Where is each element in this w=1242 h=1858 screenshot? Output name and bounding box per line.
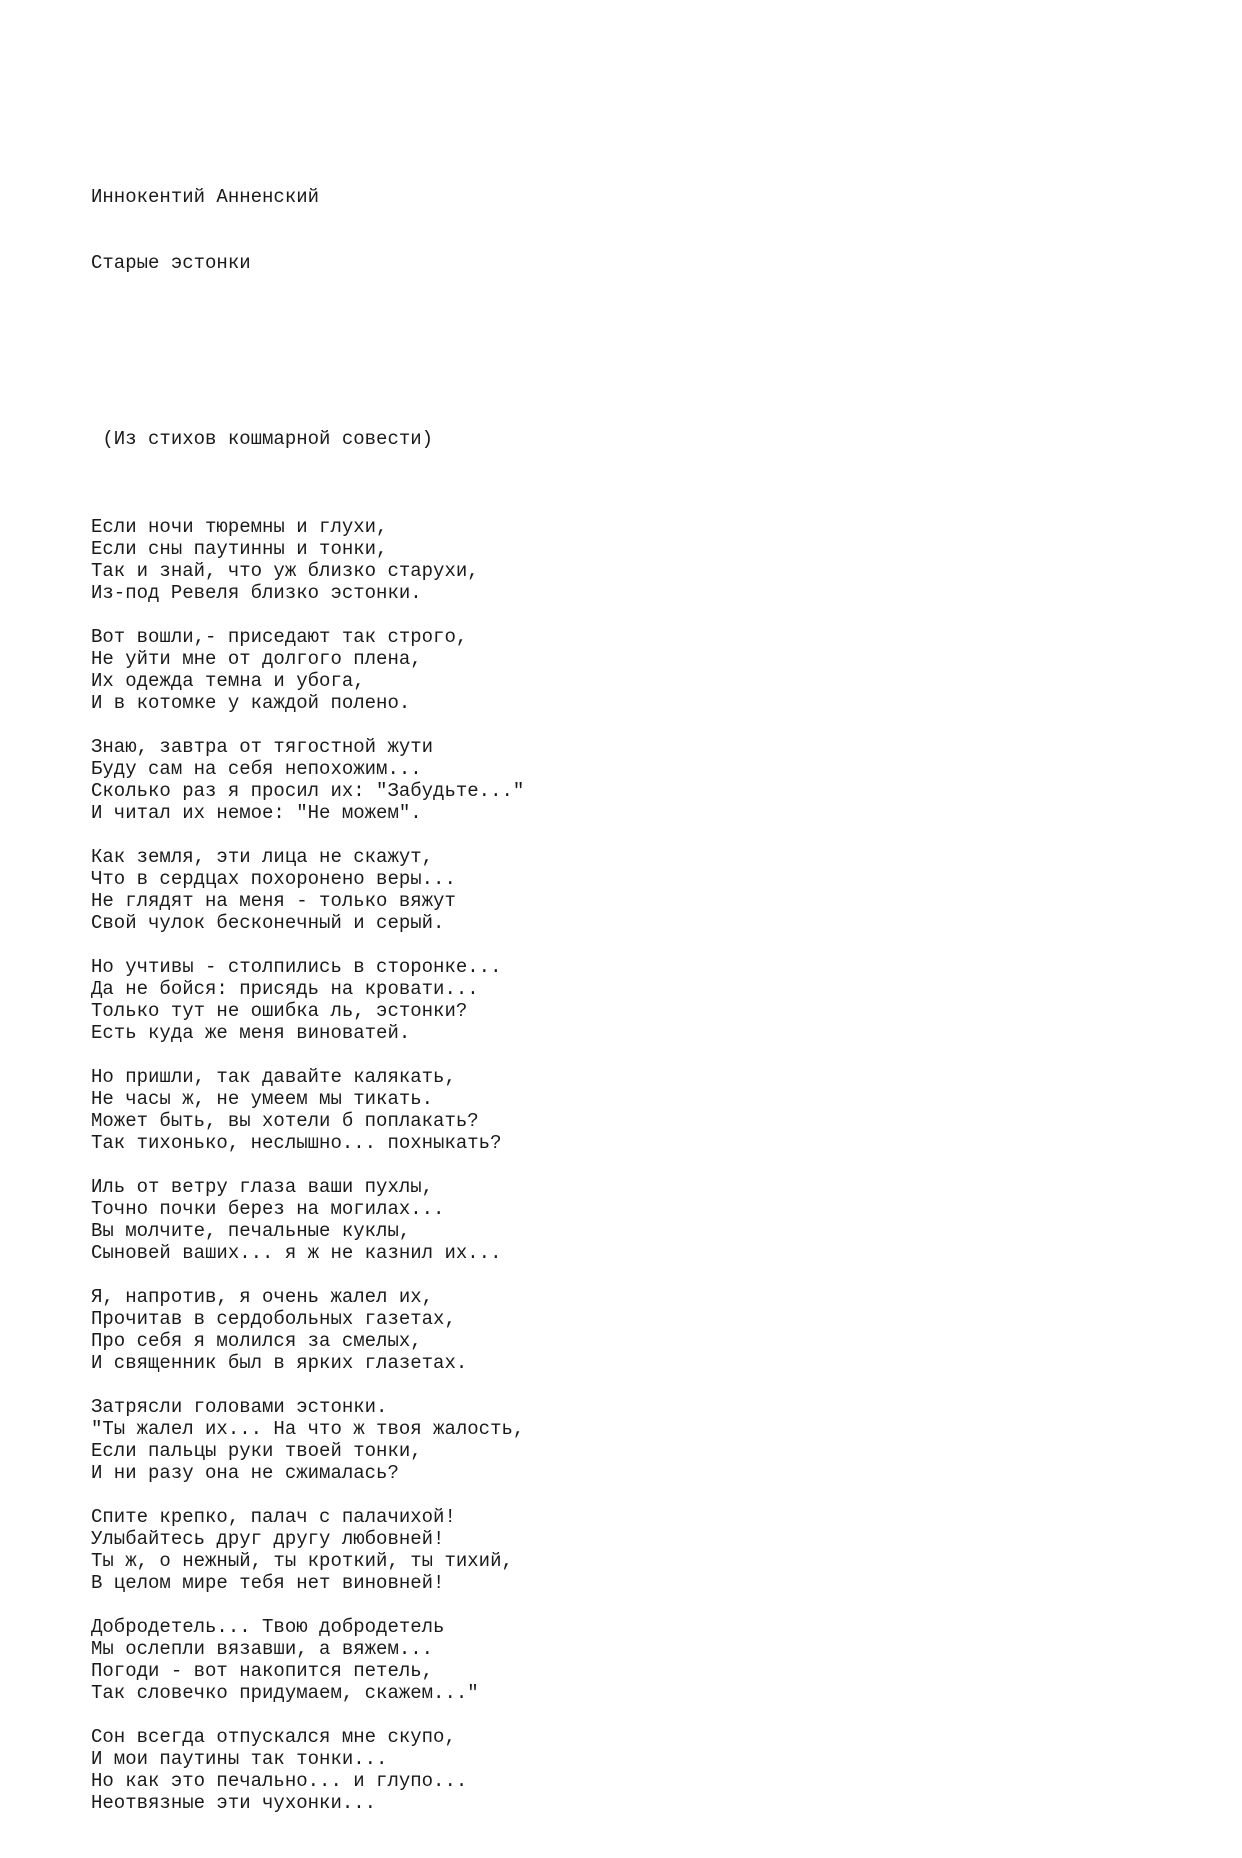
blank-line	[91, 1154, 1151, 1176]
stanza	[91, 1506, 1151, 1594]
verse-line: Так словечко придумаем, скажем..."	[91, 1682, 479, 1704]
stanza	[91, 626, 1151, 714]
blank-line	[91, 934, 1151, 956]
verse-line: Неотвязные эти чухонки...	[91, 1792, 377, 1814]
verse-line: Сколько раз я просил их: "Забудьте..."	[91, 780, 525, 802]
verse-line: Но учтивы - столпились в сторонке...	[91, 956, 502, 978]
verse-line: Только тут не ошибка ль, эстонки?	[91, 1000, 468, 1022]
verse-line: И ни разу она не сжималась?	[91, 1462, 399, 1484]
verse-line: Не часы ж, не умеем мы тикать.	[91, 1088, 434, 1110]
blank-line	[91, 1374, 1151, 1396]
poem-text	[91, 98, 1151, 1858]
verse-line: Но как это печально... и глупо...	[91, 1770, 468, 1792]
verse-line: Что в сердцах похоронено веры...	[91, 868, 456, 890]
verse-line: Но пришли, так давайте калякать,	[91, 1066, 456, 1088]
verse-line: И священник был в ярких глазетах.	[91, 1352, 468, 1374]
verse-line: Да не бойся: присядь на кровати...	[91, 978, 479, 1000]
verse-line: Спите крепко, палач с палачихой!	[91, 1506, 456, 1528]
stanza	[91, 1616, 1151, 1704]
blank-line	[91, 1044, 1151, 1066]
stanza	[91, 1176, 1151, 1264]
verse-line: Так и знай, что уж близко старухи,	[91, 560, 479, 582]
stanza	[91, 1286, 1151, 1374]
verse-line: Мы ослепли вязавши, а вяжем...	[91, 1638, 434, 1660]
stanza	[91, 1726, 1151, 1814]
verse-line: Прочитав в сердобольных газетах,	[91, 1308, 456, 1330]
verse-line: Точно почки берез на могилах...	[91, 1198, 445, 1220]
verse-line: Из-под Ревеля близко эстонки.	[91, 582, 422, 604]
blank-line	[91, 604, 1151, 626]
poem-header	[91, 142, 1151, 318]
verse-line: Сон всегда отпускался мне скупо,	[91, 1726, 456, 1748]
verse-line: Вот вошли,- приседают так строго,	[91, 626, 468, 648]
verse-line: Как земля, эти лица не скажут,	[91, 846, 434, 868]
blank-line	[91, 494, 1151, 516]
verse-line: Затрясли головами эстонки.	[91, 1396, 388, 1418]
verse-line: Буду сам на себя непохожим...	[91, 758, 422, 780]
verse-line: Есть куда же меня виноватей.	[91, 1022, 411, 1044]
verse-line: Не глядят на меня - только вяжут	[91, 890, 456, 912]
verse-line: Если ночи тюремны и глухи,	[91, 516, 388, 538]
stanza	[91, 736, 1151, 824]
blank-line	[91, 1704, 1151, 1726]
stanza	[91, 846, 1151, 934]
verse-line: Улыбайтесь друг другу любовней!	[91, 1528, 445, 1550]
blank-line	[91, 1264, 1151, 1286]
verse-line: Не уйти мне от долгого плена,	[91, 648, 422, 670]
blank-line	[91, 824, 1151, 846]
verse-line: Иль от ветру глаза ваши пухлы,	[91, 1176, 434, 1198]
verse-line: Свой чулок бесконечный и серый.	[91, 912, 445, 934]
verse-line: Если сны паутинны и тонки,	[91, 538, 388, 560]
verse-line: Про себя я молился за смелых,	[91, 1330, 422, 1352]
blank-line	[91, 362, 1151, 384]
verse-line: Если пальцы руки твоей тонки,	[91, 1440, 422, 1462]
verse-line: Я, напротив, я очень жалел их,	[91, 1286, 434, 1308]
verse-line: Добродетель... Твою добродетель	[91, 1616, 445, 1638]
verse-line: Ты ж, о нежный, ты кроткий, ты тихий,	[91, 1550, 513, 1572]
blank-line	[91, 1484, 1151, 1506]
stanza	[91, 1066, 1151, 1154]
blank-line	[91, 1594, 1151, 1616]
poem-title: Старые эстонки	[91, 252, 251, 274]
verse-line: Так тихонько, неслышно... похныкать?	[91, 1132, 502, 1154]
stanza	[91, 516, 1151, 604]
verse-line: И мои паутины так тонки...	[91, 1748, 388, 1770]
stanza	[91, 956, 1151, 1044]
verse-line: И читал их немое: "Не можем".	[91, 802, 422, 824]
verse-line: Погоди - вот накопится петель,	[91, 1660, 434, 1682]
verse-line: Их одежда темна и убога,	[91, 670, 365, 692]
blank-line	[91, 714, 1151, 736]
verse-line: Знаю, завтра от тягостной жути	[91, 736, 434, 758]
epigraph: (Из стихов кошмарной совести)	[91, 428, 434, 450]
stanzas	[91, 494, 1151, 1814]
verse-line: И в котомке у каждой полено.	[91, 692, 411, 714]
stanza	[91, 1396, 1151, 1484]
verse-line: В целом мире тебя нет виновней!	[91, 1572, 445, 1594]
verse-line: Может быть, вы хотели б поплакать?	[91, 1110, 479, 1132]
verse-line: Сыновей ваших... я ж не казнил их...	[91, 1242, 502, 1264]
verse-line: "Ты жалел их... На что ж твоя жалость,	[91, 1418, 525, 1440]
author-name: Иннокентий Анненский	[91, 186, 320, 208]
verse-line: Вы молчите, печальные куклы,	[91, 1220, 411, 1242]
